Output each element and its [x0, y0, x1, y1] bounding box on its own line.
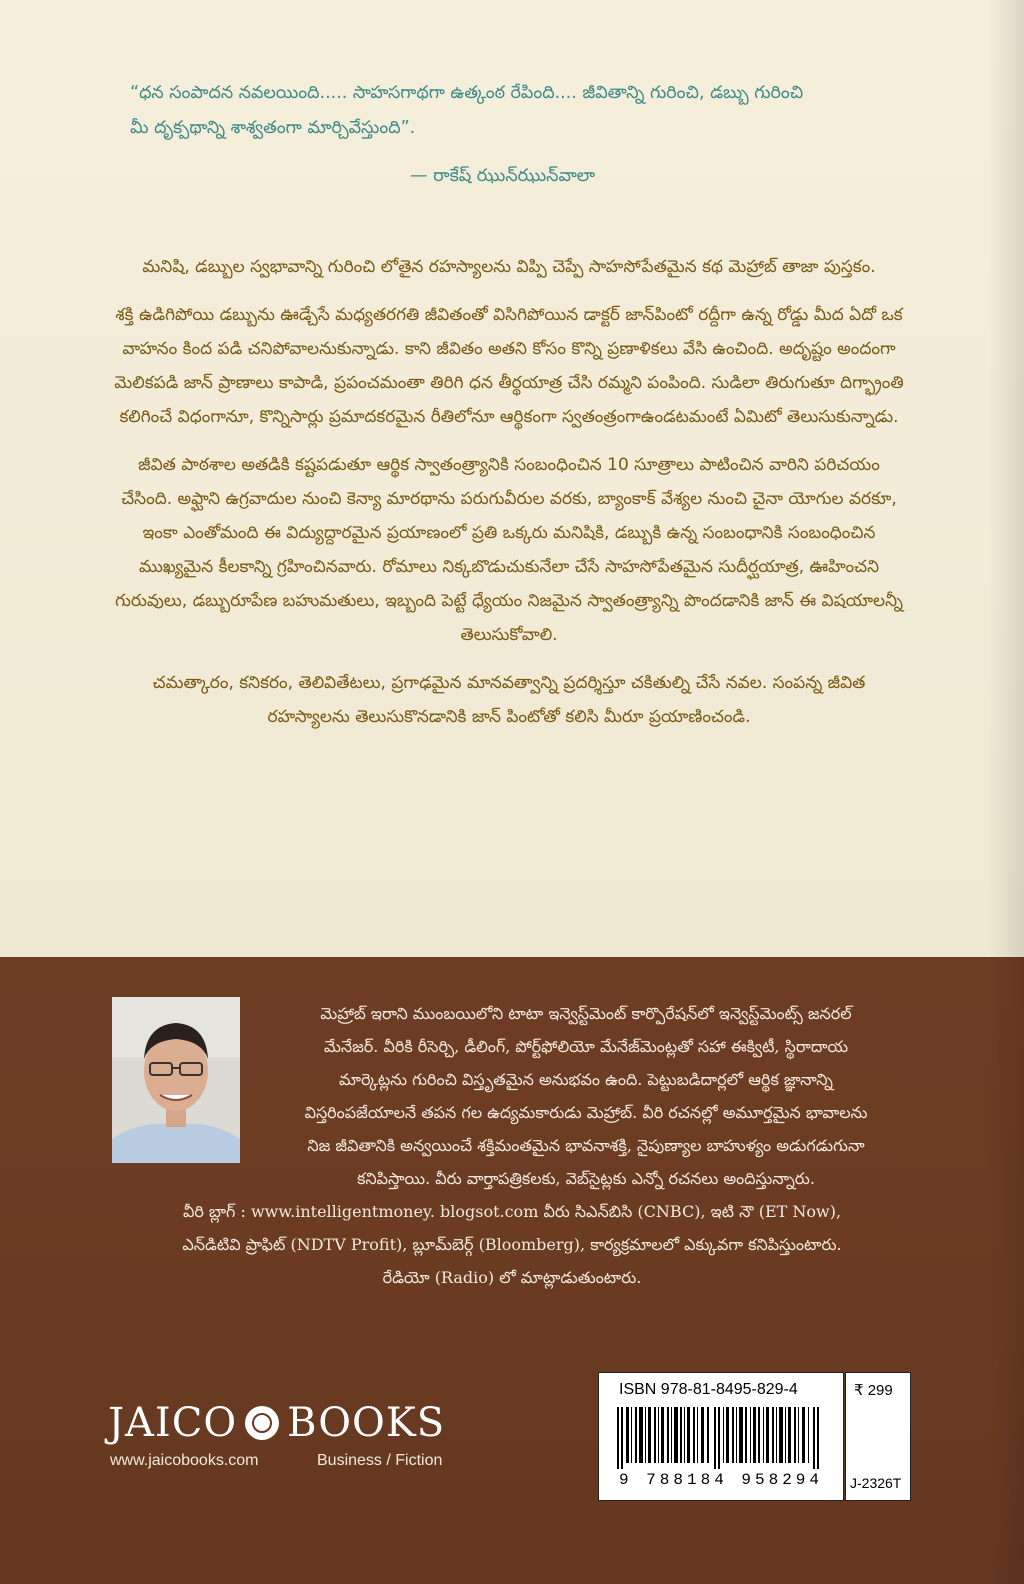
publisher-emblem-icon	[245, 1406, 279, 1440]
barcode-graphic	[617, 1407, 825, 1469]
publisher-logo	[108, 1400, 445, 1446]
blurb-paragraph: మనిషి, డబ్బుల స్వభావాన్ని గురించి లోతైన రహస్యాలను విప్పి చెప్పే సాహసోపేతమైన కథ మెహ్రాబ్ తాజా పుస్తకం.	[142, 257, 876, 277]
isbn-label: ISBN 978-81-8495-829-4	[619, 1381, 798, 1398]
bio-line: కనిపిస్తాయి. వీరు వార్తాపత్రికలకు, వెబ్‌సైట్లకు ఎన్నో రచనలు అందిస్తున్నారు.	[357, 1169, 815, 1188]
bio-full-block	[112, 1195, 912, 1294]
bio-line: వీరి బ్లాగ్ : www.intelligentmoney. blogsot.com వీరు సిఎన్‌బిసి (CNBC), ఇటి నౌ (ET Now),	[182, 1202, 842, 1221]
quote-line: మీ దృక్పథాన్ని శాశ్వతంగా మార్చివేస్తుంది”.	[130, 118, 416, 138]
blurb-paragraph: చమత్కారం, కనికరం, తెలివితేటలు, ప్రగాఢమైన మానవత్వాన్ని ప్రదర్శిస్తూ చకితుల్ని చేసే నవల. సంపన్న జీవిత రహస్యాలను తెలుసుకొనడానికి జాన్ పింటోతో కలిసి మీరూ ప్రయాణించండి.	[152, 673, 866, 727]
author-bio	[112, 997, 912, 1294]
barcode-digits: 9 788184 958294	[618, 1471, 824, 1489]
book-blurb	[113, 250, 905, 748]
isbn-barcode-box	[598, 1372, 844, 1501]
genre-label: Business / Fiction	[317, 1452, 443, 1469]
bio-line: మెహ్రాబ్ ఇరాని ముంబయిలోని టాటా ఇన్వెస్ట్‌మెంట్ కార్పొరేషన్‌లో ఇన్వెస్ట్‌మెంట్స్ జనరల్	[320, 1004, 852, 1023]
price-box	[845, 1372, 911, 1501]
bio-line: రేడియో (Radio) లో మాట్లాడుతుంటారు.	[382, 1268, 642, 1287]
logo-text-right: BOOKS	[287, 1400, 446, 1446]
bio-line: నిజ జీవితానికి అన్వయించే శక్తిమంతమైన భావనాశక్తి, నైపుణ్యాల బాహుళ్యం అడుగడుగునా	[307, 1136, 865, 1155]
product-code: J-2326T	[850, 1475, 902, 1491]
quote-attribution: — రాకేష్ ఝున్‌ఝున్‌వాలా	[410, 166, 596, 186]
bio-line: ఎన్‌డిటివి ప్రాఫిట్ (NDTV Profit), బ్లూమ్‌బెర్గ్ (Bloomberg), కార్యక్రమాలలో ఎక్కువగా కనిపిస్తుంటారు.	[182, 1235, 842, 1254]
publisher-url: www.jaicobooks.com	[110, 1452, 259, 1469]
bio-line: మార్కెట్లను గురించి విస్తృతమైన అనుభవం ఉంది. పెట్టుబడిదార్లలో ఆర్థిక జ్ఞానాన్ని	[339, 1070, 833, 1089]
endorsement-quote	[130, 76, 930, 146]
blurb-paragraph: జీవిత పాఠశాల అతడికి కష్టపడుతూ ఆర్థిక స్వాతంత్ర్యానికి సంబంధించిన 10 సూత్రాలు పాటించిన వారిని పరిచయం చేసింది. అఫ్ఘాని ఉగ్రవాదుల నుంచి కెన్యా మారథాను పరుగువీరుల వరకు, బ్యాంకాక్ వేశ్యల నుంచి చైనా యోగుల వరకూ, ఇంకా ఎంతోమంది ఈ విద్యుద్దారమైన ప్రయాణంలో ప్రతి ఒక్కరు మనిషికి, డబ్బుకి ఉన్న సంబంధానికి సంబంధించిన ముఖ్యమైన కీలకాన్ని గ్రహించినవారు. రోమాలు నిక్కబొడుచుకునేలా చేసే సాహసోపేతమైన సుదీర్ఘయాత్ర, ఊహించని గురువులు, డబ్బురూపేణ బహుమతులు, ఇబ్బంది పెట్టే ధ్యేయం నిజమైన స్వాతంత్ర్యాన్ని పొందడానికి జాన్ ఈ విషయాలన్నీ తెలుసుకోవాలి.	[115, 455, 903, 645]
bio-wrapped-block	[260, 997, 912, 1195]
price-label: ₹ 299	[854, 1382, 893, 1399]
bio-line: విస్తరింపజేయాలనే తపన గల ఉద్యమకారుడు మెహ్రాబ్. వీరి రచనల్లో అమూర్తమైన భావాలను	[304, 1103, 868, 1122]
quote-line: “ధన సంపాదన నవలయింది..... సాహసగాథగా ఉత్కంఠ రేపింది.... జీవితాన్ని గురించి, డబ్బు గురించి	[130, 83, 804, 103]
bio-line: మేనేజర్. వీరికి రీసెర్చి, డీలింగ్, పోర్ట్‌ఫోలియో మేనేజ్‌మెంట్లతో సహా ఈక్విటీ, స్థిరాదాయ	[323, 1037, 849, 1056]
logo-text-left: JAICO	[108, 1400, 238, 1446]
blurb-paragraph: శక్తి ఉడిగిపోయి డబ్బును ఊడ్చేసే మధ్యతరగతి జీవితంతో విసిగిపోయిన డాక్టర్ జాన్‌పింటో రద్దీగా ఉన్న రోడ్డు మీద ఏదో ఒక వాహనం కింద పడి చనిపోవాలనుకున్నాడు. కాని జీవితం అతని కోసం కొన్ని ప్రణాళికలు వేసి ఉంచింది. అదృష్టం అందంగా మెలికపడి జాన్ ప్రాణాలు కాపాడి, ప్రపంచమంతా తిరిగి ధన తీర్థయాత్ర చేసి రమ్మని పంపింది. సుడిలా తిరుగుతూ దిగ్భ్రాంతి కలిగించే విధంగానూ, కొన్నిసార్లు ప్రమాదకరమైన రీతిలోనూ ఆర్థికంగా స్వతంత్రంగాఉండటమంటే ఏమిటో తెలుసుకున్నాడు.	[114, 305, 904, 427]
